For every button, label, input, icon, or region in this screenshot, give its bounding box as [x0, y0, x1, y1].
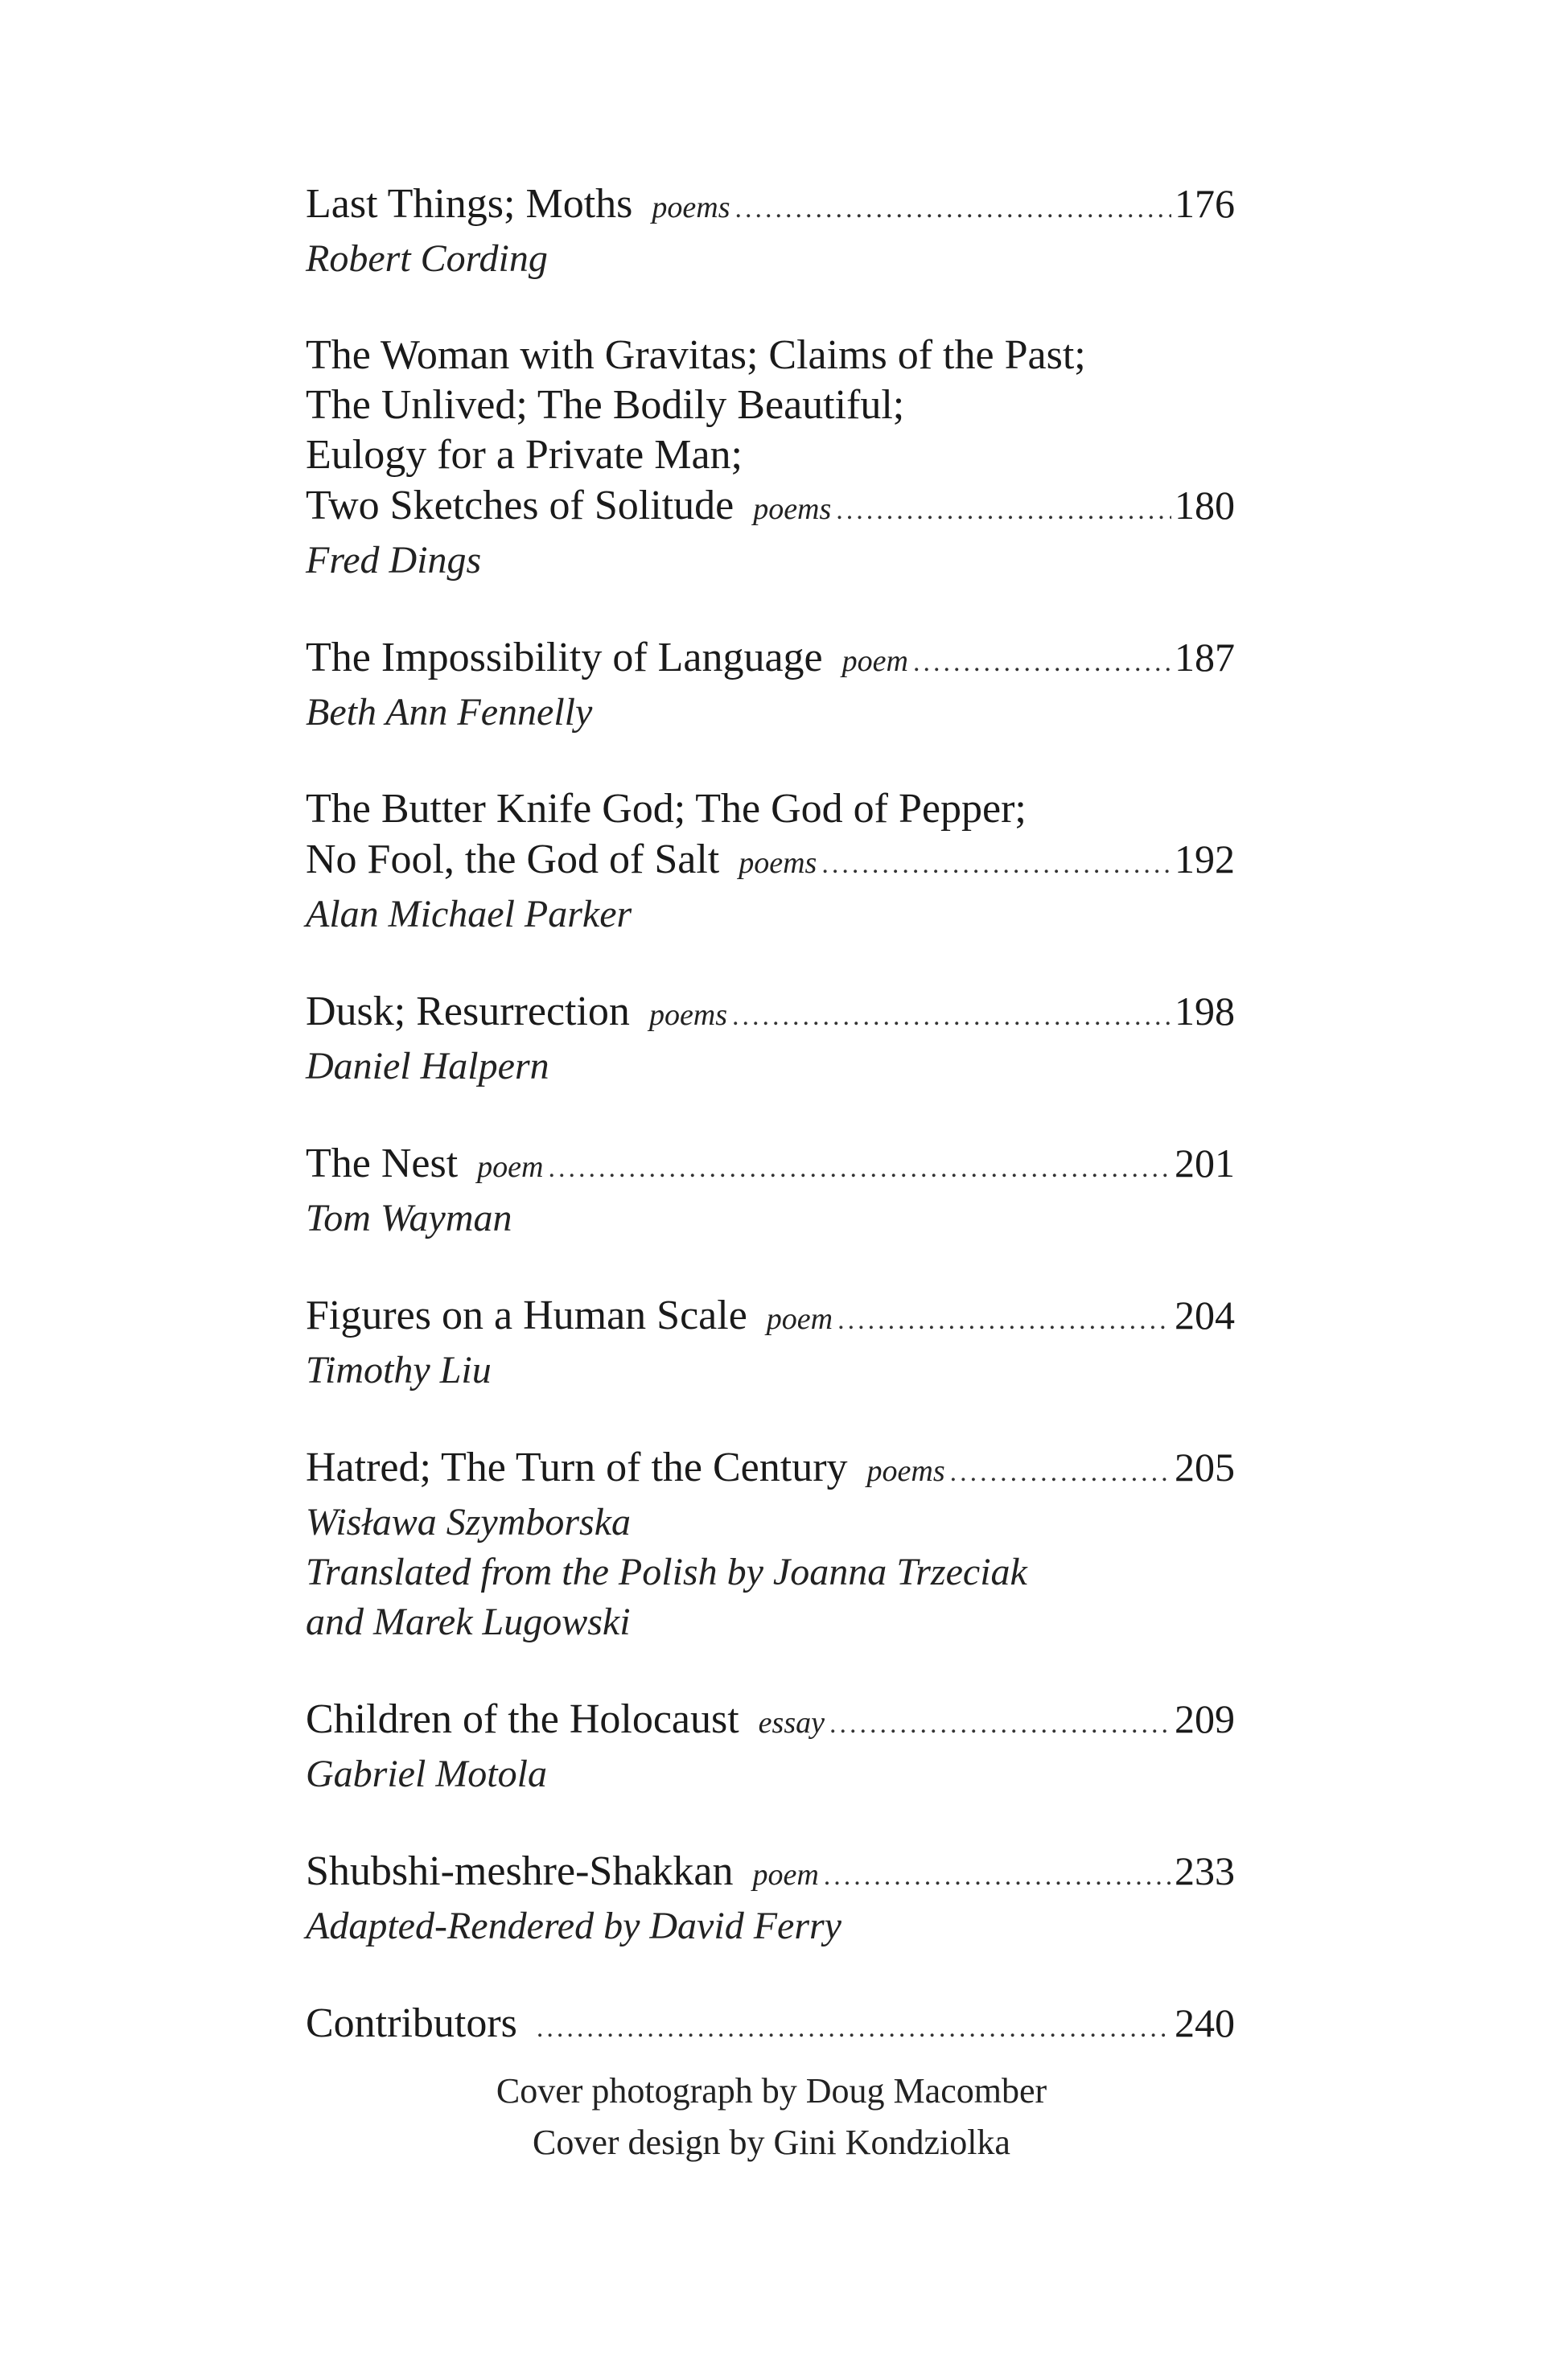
- entry-title: The Nest: [306, 1141, 459, 1186]
- toc-entry: [306, 1846, 1235, 1951]
- toc-entry: [306, 1290, 1235, 1396]
- entry-title-line: Eulogy for a Private Man;: [306, 432, 743, 478]
- entry-genre: poems: [753, 492, 832, 526]
- entry-leader-line: [306, 1290, 1235, 1346]
- entry-title: The Impossibility of Language: [306, 635, 823, 680]
- entry-credit-line: and Marek Lugowski: [306, 1601, 631, 1643]
- entry-leader-line: [306, 1442, 1235, 1498]
- entry-leader-line: [306, 1138, 1235, 1194]
- entry-author: Timothy Liu: [306, 1349, 492, 1391]
- entry-title-line: The Butter Knife God; The God of Pepper;: [306, 786, 1027, 832]
- entry-title: Last Things; Moths: [306, 181, 633, 227]
- page-number: 180: [1175, 483, 1235, 528]
- toc-entry: [306, 986, 1235, 1091]
- entry-author: Wisława Szymborska: [306, 1501, 632, 1544]
- entry-author: Gabriel Motola: [306, 1753, 547, 1795]
- cover-design-credit: Cover design by Gini Kondziolka: [533, 2123, 1010, 2162]
- entry-credit-line: Translated from the Polish by Joanna Trzeciak: [306, 1551, 1027, 1593]
- dot-leader: [837, 1296, 1171, 1346]
- entry-title: Hatred; The Turn of the Century: [306, 1445, 848, 1490]
- page-number: 187: [1175, 635, 1235, 680]
- dot-leader: [821, 840, 1171, 890]
- entry-genre: essay: [758, 1706, 825, 1740]
- dot-leader: [732, 992, 1171, 1042]
- dot-leader: [824, 1852, 1171, 1901]
- cover-photo-credit: Cover photograph by Doug Macomber: [496, 2071, 1047, 2111]
- toc-entry: [306, 1442, 1235, 1647]
- toc-entry: [306, 331, 1235, 586]
- page-number: 205: [1175, 1445, 1235, 1490]
- toc-entry: [306, 1138, 1235, 1243]
- entry-genre: poems: [739, 846, 817, 880]
- entry-genre: poem: [752, 1858, 819, 1892]
- toc-entry: [306, 1694, 1235, 1799]
- page-number: 176: [1175, 181, 1235, 226]
- entry-genre: poem: [841, 644, 908, 678]
- entry-title: Two Sketches of Solitude: [306, 483, 734, 528]
- entry-author: Fred Dings: [306, 539, 482, 582]
- entry-leader-line: [306, 834, 1235, 890]
- entry-title-line: The Unlived; The Bodily Beautiful;: [306, 382, 905, 428]
- entry-title: Dusk; Resurrection: [306, 989, 630, 1034]
- toc-entry: [306, 784, 1235, 939]
- entry-genre: poem: [766, 1302, 833, 1336]
- entry-leader-line: [306, 1998, 1235, 2053]
- page-number: 240: [1175, 2000, 1235, 2045]
- entry-title: Figures on a Human Scale: [306, 1293, 747, 1338]
- entry-leader-line: [306, 179, 1235, 234]
- entry-author: Tom Wayman: [306, 1197, 512, 1239]
- entry-author: Daniel Halpern: [306, 1045, 549, 1087]
- entry-author: Alan Michael Parker: [306, 893, 632, 935]
- toc-entry: [306, 1998, 1235, 2053]
- entry-leader-line: [306, 1694, 1235, 1749]
- dot-leader: [537, 2004, 1171, 2053]
- entry-genre: poem: [477, 1150, 544, 1184]
- dot-leader: [913, 638, 1171, 688]
- table-of-contents: [306, 179, 1235, 2100]
- page-number: 192: [1175, 836, 1235, 882]
- entry-title: Contributors: [306, 2000, 517, 2046]
- cover-credits: [0, 2066, 1543, 2168]
- dot-leader: [836, 486, 1171, 536]
- page-number: 198: [1175, 989, 1235, 1034]
- page-number: 201: [1175, 1141, 1235, 1186]
- entry-author: Beth Ann Fennelly: [306, 691, 593, 734]
- entry-title: No Fool, the God of Salt: [306, 836, 720, 882]
- page-number: 204: [1175, 1293, 1235, 1338]
- dot-leader: [950, 1448, 1171, 1498]
- entry-leader-line: [306, 986, 1235, 1042]
- page-number: 233: [1175, 1848, 1235, 1893]
- entry-leader-line: [306, 1846, 1235, 1901]
- entry-leader-line: [306, 632, 1235, 688]
- dot-leader: [735, 184, 1171, 234]
- entry-genre: poems: [866, 1454, 945, 1488]
- entry-genre: poems: [652, 191, 730, 224]
- entry-genre: poems: [648, 998, 728, 1032]
- entry-leader-line: [306, 480, 1235, 536]
- entry-title: Children of the Holocaust: [306, 1696, 739, 1742]
- entry-author: Robert Cording: [306, 237, 548, 280]
- dot-leader: [548, 1144, 1171, 1194]
- page-number: 209: [1175, 1696, 1235, 1741]
- toc-entry: [306, 179, 1235, 284]
- entry-title-line: The Woman with Gravitas; Claims of the Past;: [306, 332, 1086, 378]
- toc-entry: [306, 632, 1235, 738]
- entry-author: Adapted-Rendered by David Ferry: [306, 1905, 841, 1947]
- dot-leader: [829, 1700, 1171, 1749]
- entry-title: Shubshi-meshre-Shakkan: [306, 1848, 734, 1894]
